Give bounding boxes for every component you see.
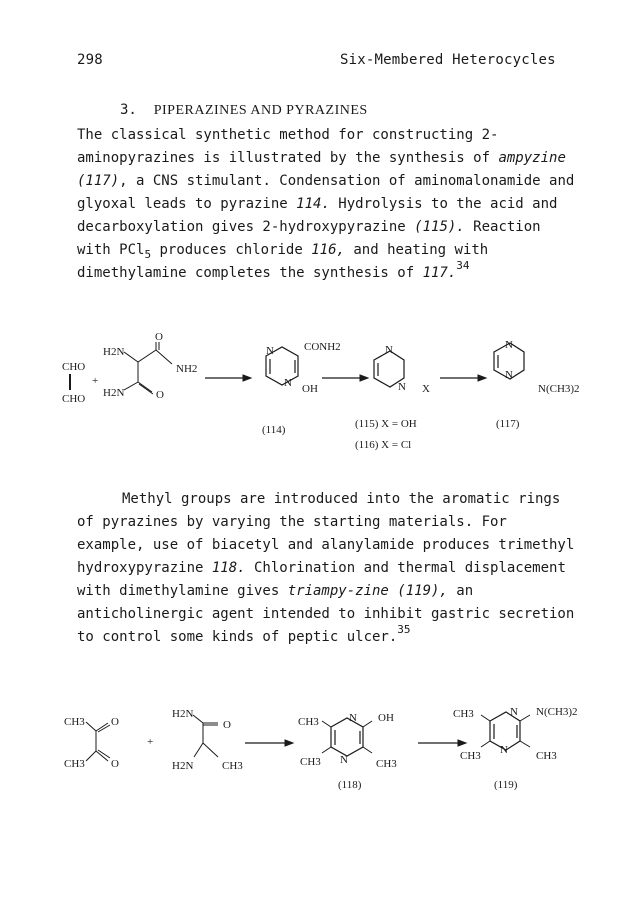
page-number: 298 <box>77 52 103 68</box>
compound-ref-114: 114. <box>296 196 330 212</box>
compound-ref-118: 118. <box>211 560 246 576</box>
scheme-triampyzine-synthesis <box>0 695 626 805</box>
alanylamide-oxygen: O <box>223 719 231 731</box>
pyrazine-114-conh2: CONH2 <box>304 341 341 353</box>
scheme-ampyzine-synthesis <box>0 320 626 460</box>
alanylamide-h2n-top: H2N <box>172 708 194 720</box>
pyrazine-119-ch3-bottom-left: CH3 <box>460 750 481 762</box>
pyrazine-118-n-bottom: N <box>340 754 348 766</box>
pyrazine-118-ch3-bottom-right: CH3 <box>376 758 397 770</box>
compound-ref-116: 116, <box>311 242 345 258</box>
plus-sign-2: + <box>147 736 154 748</box>
running-title: Six-Membered Heterocycles <box>340 52 556 68</box>
paragraph-ampyzine <box>77 124 577 285</box>
subscript-5: 5 <box>144 247 152 261</box>
amide-oxygen: O <box>155 331 163 343</box>
substituent-x: X <box>422 383 430 395</box>
para1-text-6: and heating with dimethylamine completes the synthesis of <box>77 242 489 281</box>
caption-119: (119) <box>494 779 518 791</box>
compound-ref-117: 117. <box>422 265 457 281</box>
pyrazine-115-n-bottom: N <box>398 381 406 393</box>
section-title: PIPERAZINES AND PYRAZINES <box>153 103 368 118</box>
pyrazine-114-n-top: N <box>266 345 274 357</box>
drug-name-triampyzine: triampy-zine (119), <box>287 583 448 599</box>
drug-name-ampyzine: ampyzine (117) <box>77 150 566 189</box>
citation-35: 35 <box>397 623 411 637</box>
caption-115: (115) X = OH <box>355 418 417 430</box>
paragraph-triampyzine <box>77 488 577 649</box>
amine-label: H2N <box>103 346 125 358</box>
biacetyl-o-bottom: O <box>111 758 119 770</box>
para1-text-5: produces chloride <box>151 242 312 258</box>
citation-34: 34 <box>456 259 470 273</box>
biacetyl-ch3-top: CH3 <box>64 716 85 728</box>
pyrazine-119-n-bottom: N <box>500 744 508 756</box>
section-number: 3. <box>120 102 137 118</box>
glyoxal-cho-top: CHO <box>62 361 86 373</box>
alanylamide-ch3: CH3 <box>222 760 243 772</box>
amide-oxygen-bottom: O <box>156 389 164 401</box>
section-heading <box>120 102 368 119</box>
pyrazine-114-n-bottom: N <box>284 377 292 389</box>
pyrazine-117-n-top: N <box>505 339 513 351</box>
pyrazine-118-oh: OH <box>378 712 394 724</box>
plus-sign: + <box>92 375 99 387</box>
amide-h2n-bottom: H2N <box>103 387 125 399</box>
pyrazine-118-ch3-bottom-left: CH3 <box>300 756 321 768</box>
para2-text-3: an anticholinergic agent intended to inhibit gastric secretion to control some kinds of peptic ulcer. <box>77 583 575 645</box>
caption-114: (114) <box>262 424 286 436</box>
pyrazine-118-n-top: N <box>349 712 357 724</box>
caption-118: (118) <box>338 779 362 791</box>
para1-text-1: The classical synthetic method for constructing 2-aminopyrazines is illustrated by the synthesis of <box>77 127 499 166</box>
biacetyl-ch3-bottom: CH3 <box>64 758 85 770</box>
caption-116: (116) X = Cl <box>355 439 412 451</box>
alanylamide-h2n-bottom: H2N <box>172 760 194 772</box>
compound-ref-115: (115). <box>414 219 465 235</box>
biacetyl-o-top: O <box>111 716 119 728</box>
para1-text-3: Hydrolysis to the acid and decarboxylation gives 2-hydroxypyrazine <box>77 196 558 235</box>
para2-text-2: Chlorination and thermal displacement with dimethylamine gives <box>77 560 566 599</box>
caption-117: (117) <box>496 418 520 430</box>
pyrazine-119-ch3-top: CH3 <box>453 708 474 720</box>
para2-text-1: Methyl groups are introduced into the aromatic rings of pyrazines by varying the starting materials. For example, use of biacetyl and alanylamide produces trimethyl hydroxypyrazine <box>77 491 575 576</box>
pyrazine-119-nme2: N(CH3)2 <box>536 706 578 718</box>
dimethylamino-label: N(CH3)2 <box>538 383 580 395</box>
pyrazine-118-ch3-top: CH3 <box>298 716 319 728</box>
para1-text-4: Reaction with PCl <box>77 219 541 258</box>
para1-text-2: , a CNS stimulant. Condensation of aminomalonamide and glyoxal leads to pyrazine <box>77 173 575 212</box>
pyrazine-119-ch3-bottom-right: CH3 <box>536 750 557 762</box>
pyrazine-115-n-top: N <box>385 344 393 356</box>
pyrazine-119-n-top: N <box>510 706 518 718</box>
pyrazine-117-n-bottom: N <box>505 369 513 381</box>
pyrazine-114-oh: OH <box>302 383 318 395</box>
amide-nh2-label: NH2 <box>176 363 198 375</box>
glyoxal-cho-bottom: CHO <box>62 393 86 405</box>
